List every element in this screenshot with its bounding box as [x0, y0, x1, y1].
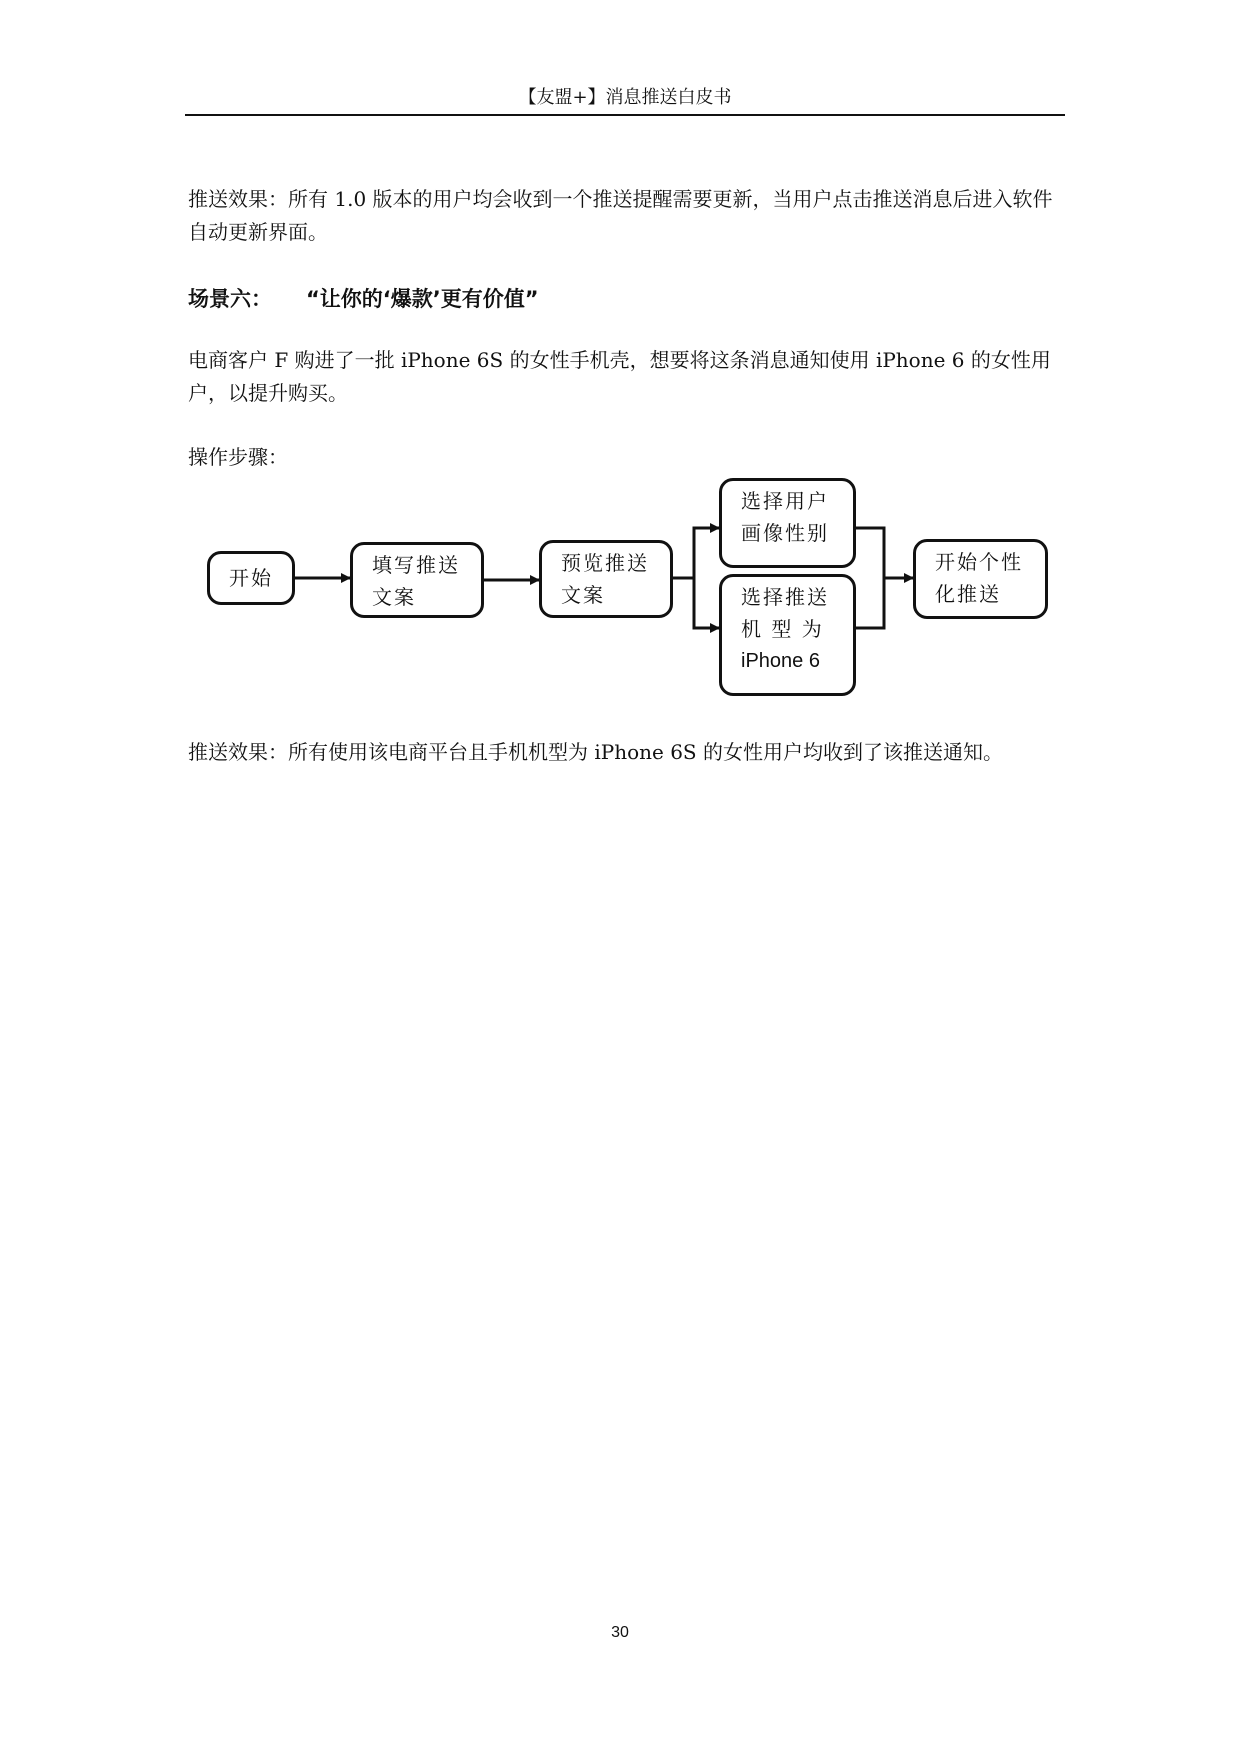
page-number: 30: [611, 1624, 629, 1641]
push-effect-paragraph-1: 推送效果：所有 1.0 版本的用户均会收到一个推送提醒需要更新，当用户点击推送消息后进入软件自动更新界面。: [188, 187, 1053, 244]
flow-node-preview-copy-line2: 文案: [561, 583, 605, 607]
flow-node-select-model-line3: iPhone 6: [741, 650, 820, 672]
scene-heading-title: “让你的‘爆款’更有价值”: [306, 287, 539, 311]
arrow-preview-to-model: [694, 578, 719, 628]
flow-node-personalized-push-line2: 化推送: [935, 582, 1001, 606]
flow-node-preview-copy-line1: 预览推送: [561, 551, 649, 575]
connector-model-to-merge: [856, 578, 884, 628]
flow-node-select-persona-line1: 选择用户: [741, 489, 829, 513]
flow-node-fill-copy: [350, 542, 484, 618]
flow-node-select-model-line2: 机 型 为: [741, 617, 824, 641]
flow-node-fill-copy-line2: 文案: [372, 585, 416, 609]
header-divider: [185, 114, 1065, 116]
flow-node-select-model-line1: 选择推送: [741, 585, 829, 609]
flow-node-preview-copy: [539, 540, 673, 618]
flow-node-start: [207, 551, 295, 605]
flow-node-fill-copy-line1: 填写推送: [372, 553, 460, 577]
flow-node-select-persona-line2: 画像性别: [741, 521, 829, 545]
arrow-preview-to-persona: [671, 528, 719, 578]
flow-node-select-persona: [719, 478, 856, 568]
scene-description-paragraph: 电商客户 F 购进了一批 iPhone 6S 的女性手机壳，想要将这条消息通知使用 iPhone 6 的女性用户，以提升购买。: [188, 348, 1051, 405]
flow-node-select-model: [719, 574, 856, 696]
scene-heading-label: 场景六：: [188, 287, 272, 311]
flow-node-personalized-push: [913, 539, 1048, 619]
flow-node-start-label: 开始: [229, 566, 273, 590]
push-effect-paragraph-2: 推送效果：所有使用该电商平台且手机机型为 iPhone 6S 的女性用户均收到了该推送通知。: [188, 740, 1003, 764]
operation-steps-label: 操作步骤：: [188, 445, 288, 469]
connector-persona-to-merge: [856, 528, 884, 578]
document-header: 【友盟+】消息推送白皮书: [518, 87, 732, 108]
push-flowchart: [200, 478, 1080, 708]
scene-heading: [188, 283, 1060, 316]
flow-node-personalized-push-line1: 开始个性: [935, 550, 1023, 574]
